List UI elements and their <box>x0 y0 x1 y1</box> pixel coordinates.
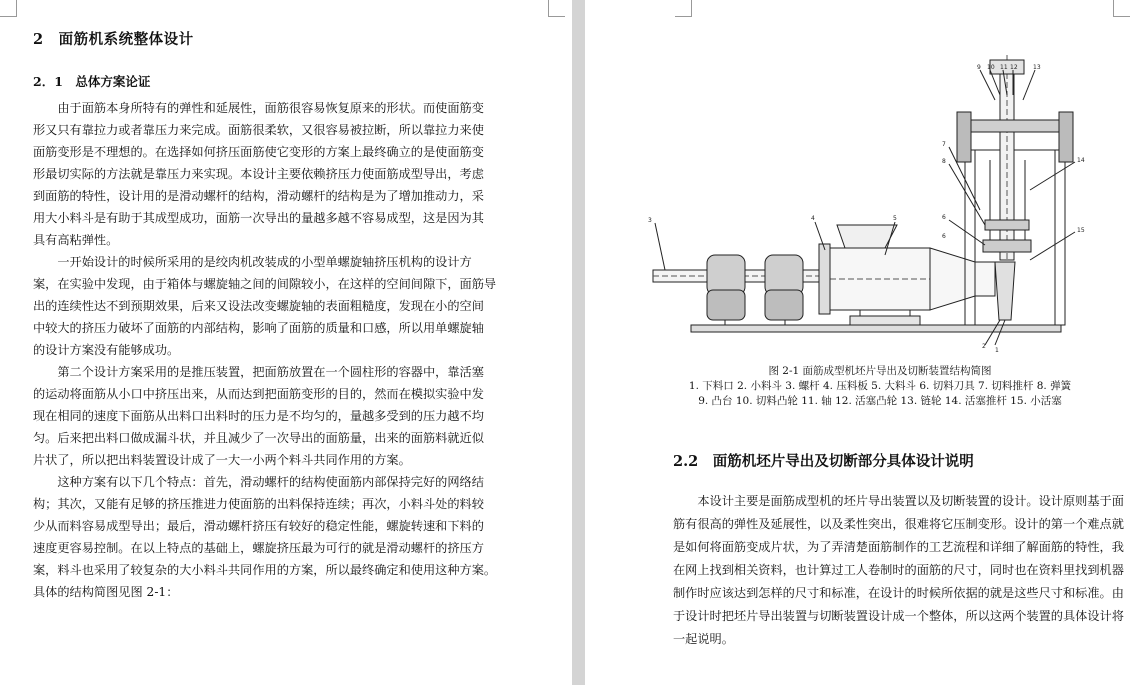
text-line: 形最切实际的方法就是靠压力来实现。本设计主要依赖挤压力使面筋成型导出，考虑 <box>33 167 484 181</box>
text-line: 第二个设计方案采用的是推压装置，把面筋放置在一个圆柱形的容器中，靠活塞 <box>33 365 484 379</box>
text-line: 案，在实验中发现，由于箱体与螺旋轴之间的间隙较小，在这样的空间间隙下，面筋导 <box>33 277 497 291</box>
figure-label: 12 <box>1010 64 1018 71</box>
text-line: 本设计主要是面筋成型机的坯片导出装置以及切断装置的设计。设计原则基于面 <box>673 494 1124 508</box>
text-line: 具体的结构简图见图 2-1： <box>33 585 179 599</box>
figure-caption-title: 图 2-1 面筋成型机坯片导出及切断装置结构简图 <box>768 365 992 377</box>
figure-caption-line: 9. 凸台 10. 切料凸轮 11. 轴 12. 活塞凸轮 13. 链轮 14. 活塞推杆 15. 小活塞 <box>698 395 1062 407</box>
figure-label: 4 <box>811 215 815 222</box>
figure-label: 8 <box>942 158 946 165</box>
text-line: 具有高粘弹性。 <box>33 233 119 247</box>
text-line: 形又只有靠拉力或者靠压力来完成。面筋很柔软，又很容易被拉断，所以靠拉力来使 <box>33 123 484 137</box>
text-line: 中较大的挤压力破坏了面筋的内部结构，影响了面筋的质量和口感，所以用单螺旋轴 <box>33 321 484 335</box>
figure-caption-line: 1. 下料口 2. 小料斗 3. 螺杆 4. 压料板 5. 大料斗 6. 切料刀具 7. 切料推杆 8. 弹簧 <box>688 380 1072 392</box>
text-line: 的运动将面筋从小口中挤压出来，从而达到把面筋变形的目的，然而在模拟实验中发 <box>33 387 484 401</box>
section-heading: 2.2 面筋机坯片导出及切断部分具体设计说明 <box>673 453 974 470</box>
text-line: 案，料斗也采用了较复杂的大小料斗共同作用的方案，所以最终确定和使用这种方案。 <box>33 563 497 577</box>
figure-label: 11 <box>1000 64 1008 71</box>
text-line: 少从而料容易成型导出；最后，滑动螺杆挤压有较好的稳定性能，螺旋转速和下料的 <box>33 519 484 533</box>
text-line: 一开始设计的时候所采用的是绞肉机改装成的小型单螺旋轴挤压机构的设计方 <box>33 255 472 269</box>
text-line: 于设计时把坯片导出装置与切断装置设计成一个整体，所以这两个装置的具体设计将 <box>673 609 1124 623</box>
text-line: 是如何将面筋变成片状，为了弄清楚面筋制作的工艺流程和详细了解面筋的特性，我 <box>673 540 1124 554</box>
text-line: 面筋变形是不理想的。在选择如何挤压面筋使它变形的方案上最终确立的是使面筋变 <box>33 145 484 159</box>
text-line: 这种方案有以下几个特点：首先，滑动螺杆的结构使面筋内部保持完好的网络结 <box>33 475 484 489</box>
figure-caption <box>645 364 1115 409</box>
figure-label: 7 <box>942 141 946 148</box>
figure-label: 1 <box>995 347 999 354</box>
text-line: 的设计方案没有能够成功。 <box>33 343 180 357</box>
text-line: 在网上找到相关资料，也计算过工人卷制时的面筋的尺寸，同时也在资料里找到机器 <box>673 563 1124 577</box>
figure-label: 6 <box>942 214 946 221</box>
figure-label: 9 <box>977 64 981 71</box>
chapter-heading: 2 面筋机系统整体设计 <box>33 31 194 48</box>
figure-label: 6 <box>942 233 946 240</box>
text-line: 现在相同的速度下面筋从出料口出料时的压力是不均匀的，量越多受到的压力越不均 <box>33 409 484 423</box>
page-corner-mark <box>0 0 17 17</box>
figure-label: 10 <box>987 64 995 71</box>
text-line: 筋有很高的弹性及延展性，以及柔性突出，很难将它压制变形。设计的第一个难点就 <box>673 517 1124 531</box>
figure-label: 3 <box>648 217 652 224</box>
figure-label: 15 <box>1077 227 1085 234</box>
text-line: 到面筋的特性，设计用的是滑动螺杆的结构，滑动螺杆的结构是为了增加推动力，采 <box>33 189 484 203</box>
text-line: 片状了，所以把出料装置设计成了一大一小两个料斗共同作用的方案。 <box>33 453 411 467</box>
text-line: 一起说明。 <box>673 632 734 646</box>
section-heading: 2．1 总体方案论证 <box>33 74 151 89</box>
document-page-right <box>585 0 1135 685</box>
figure-label: 2 <box>982 343 986 350</box>
paragraph <box>673 490 1124 651</box>
text-line: 用大小料斗是有助于其成型成功，面筋一次导出的量越多越不容易成型，这是因为其 <box>33 211 484 225</box>
text-line: 出的连续性达不到预期效果，后来又设法改变螺旋轴的表面粗糙度，发现在小的空间 <box>33 299 484 313</box>
paragraph <box>33 97 496 603</box>
machine-structure-drawing <box>645 0 1125 360</box>
page-corner-mark <box>548 0 565 17</box>
figure-label: 14 <box>1077 157 1085 164</box>
text-line: 由于面筋本身所特有的弹性和延展性，面筋很容易恢复原来的形状。而使面筋变 <box>33 101 484 115</box>
text-line: 速度更容易控制。在以上特点的基础上，螺旋挤压最为可行的就是滑动螺杆的挤压方 <box>33 541 484 555</box>
page-gutter <box>572 0 585 685</box>
text-line: 匀。后来把出料口做成漏斗状，并且减少了一次导出的面筋量，出来的面筋料就近似 <box>33 431 484 445</box>
text-line: 构；其次，又能有足够的挤压推进力使面筋的出料保持连续；再次，小料斗处的料较 <box>33 497 484 511</box>
text-line: 制作时应该达到怎样的尺寸和标准，在设计的时候所依据的就是这些尺寸和标准。由 <box>673 586 1124 600</box>
figure-label: 13 <box>1033 64 1041 71</box>
figure-label: 5 <box>893 215 897 222</box>
